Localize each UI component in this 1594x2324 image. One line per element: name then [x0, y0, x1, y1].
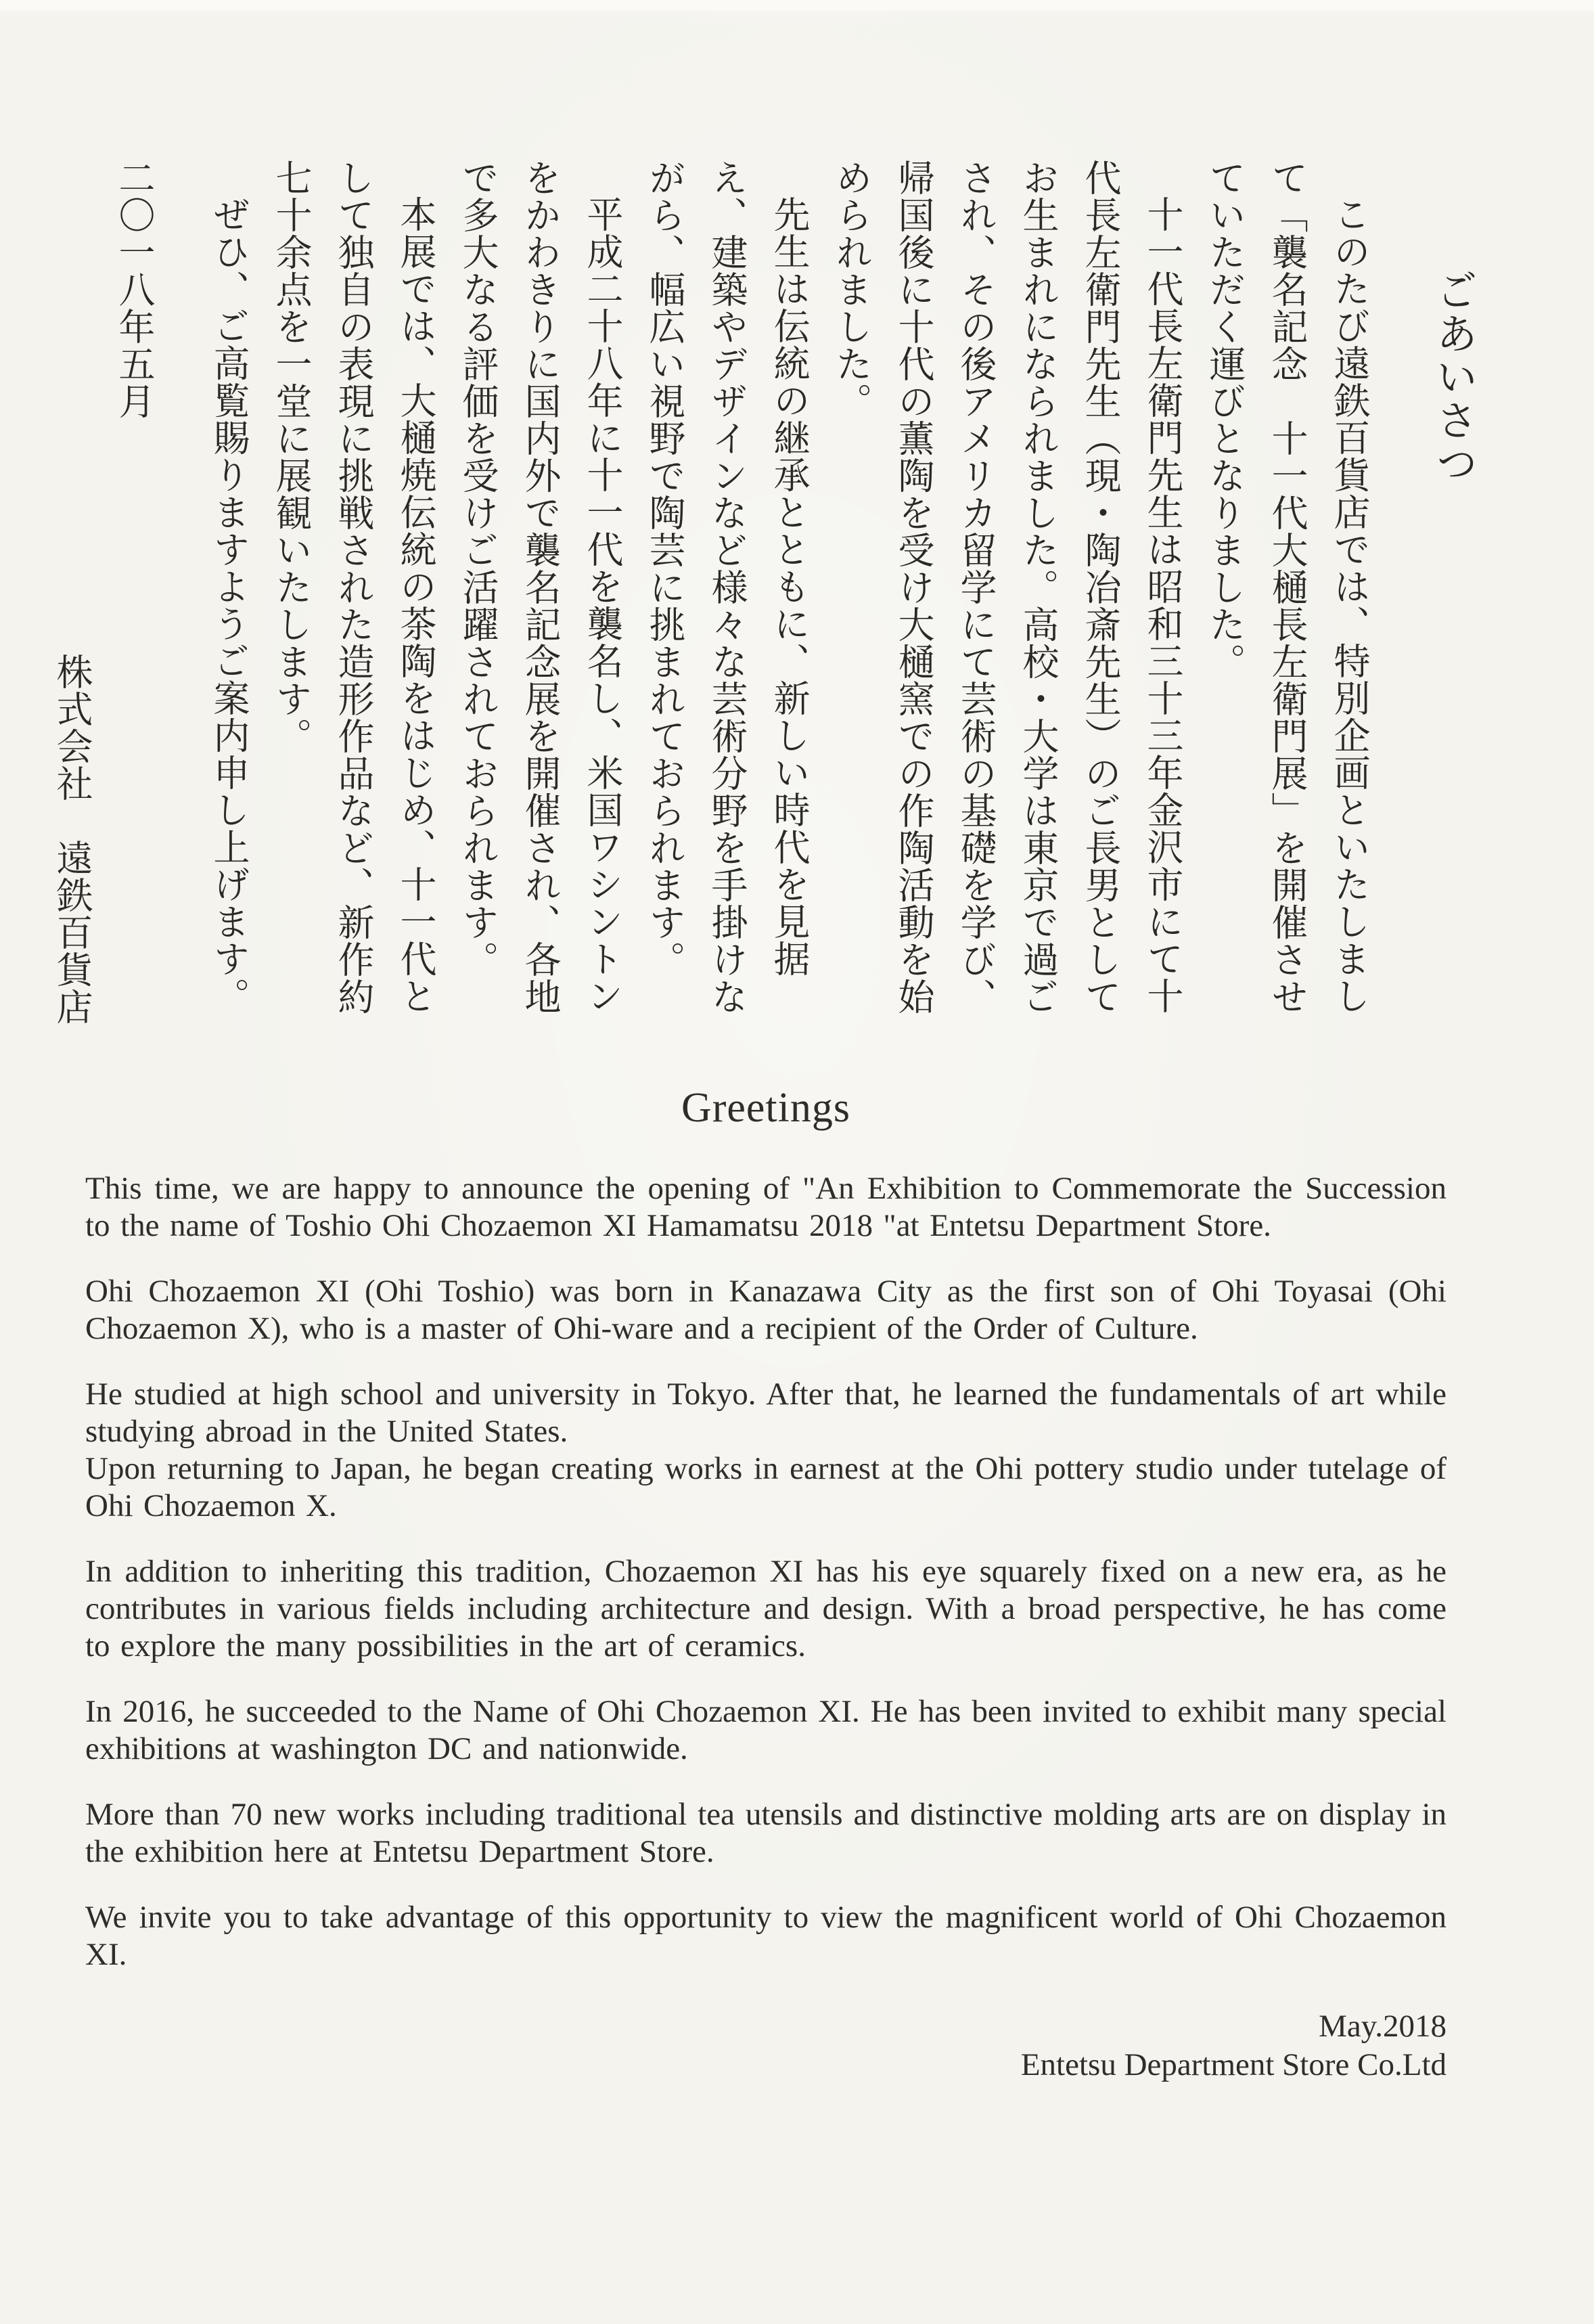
japanese-title: ごあいさつ: [1430, 269, 1476, 485]
japanese-paragraphs: [198, 159, 1380, 1025]
english-title: Greetings: [681, 1085, 851, 1131]
japanese-signature: 株式会社 遠鉄百貨店: [51, 653, 92, 1025]
colophon-company: Entetsu Department Store Co.Ltd: [1020, 2047, 1447, 2082]
paragraph: このたび遠鉄百貨店では、特別企画といたしまして「襲名記念 十一代大樋長左衛門展」を開催させていただく運びとなりました。: [1204, 159, 1369, 1015]
paragraph: 本展では、大樋焼伝統の茶陶をはじめ、十一代として独自の表現に挑戦された造形作品など、新作約七十余点を一堂に展観いたします。: [271, 159, 436, 1015]
paragraph: In addition to inheriting this tradition, Chozaemon XI has his eye squarely fixed on a new era, as he contributes in various fields including architecture and design. With a broad perspective, he has come to explore the many possibilities in the art of ceramics.: [85, 1554, 1447, 1663]
paragraph: We invite you to take advantage of this opportunity to view the magnificent world of Ohi Chozaemon XI.: [85, 1900, 1447, 1972]
paragraph: 平成二十八年に十一代を襲名し、米国ワシントンをかわきりに国内外で襲名記念展を開催され、各地で多大なる評価を受けご活躍されておられます。: [457, 159, 622, 1015]
japanese-greeting-section: [0, 0, 1594, 1025]
paragraph: This time, we are happy to announce the opening of "An Exhibition to Commemorate the Succession to the name of Toshio Ohi Chozaemon XI Hamamatsu 2018 "at Entetsu Department Store.: [85, 1171, 1447, 1243]
english-greeting-section: [0, 1083, 1594, 2084]
scan-edge-highlight: [0, 0, 1594, 11]
english-paragraphs: [85, 1170, 1447, 1973]
paragraph: 先生は伝統の継承とともに、新しい時代を見据え、建築やデザインなど様々な芸術分野を手掛けながら、幅広い視野で陶芸に挑まれておられます。: [644, 159, 809, 1015]
paragraph: ぜひ、ご高覧賜りますようご案内申し上げます。: [208, 196, 249, 1014]
paragraph: Ohi Chozaemon XI (Ohi Toshio) was born in Kanazawa City as the first son of Ohi Toyasai (Ohi Chozaemon X), who is a master of Ohi-ware and a recipient of the Order of Culture.: [85, 1274, 1447, 1346]
paragraph: 十一代長左衛門先生は昭和三十三年金沢市にて十代長左衛門先生（現・陶冶斎先生）のご長男としてお生まれになられました。高校・大学は東京で過ごされ、その後アメリカ留学にて芸術の基礎を学び、帰国後に十代の薫陶を受け大樋窯での作陶活動を始められました。: [831, 159, 1183, 1015]
paragraph: More than 70 new works including traditional tea utensils and distinctive molding arts are on display in the exhibition here at Entetsu Department Store.: [85, 1797, 1447, 1869]
japanese-date: 二〇一八年五月: [114, 159, 154, 420]
paragraph: In 2016, he succeeded to the Name of Ohi Chozaemon XI. He has been invited to exhibit many special exhibitions at washington DC and nationwide.: [85, 1694, 1447, 1766]
colophon-date: May.2018: [1319, 2009, 1447, 2044]
colophon: [85, 2007, 1447, 2084]
paragraph: He studied at high school and university in Tokyo. After that, he learned the fundamentals of art while studying abroad in the United States. Upon returning to Japan, he began creating works in earnest at the Ohi pottery studio under tutelage of Ohi Chozaemon X.: [85, 1377, 1447, 1523]
